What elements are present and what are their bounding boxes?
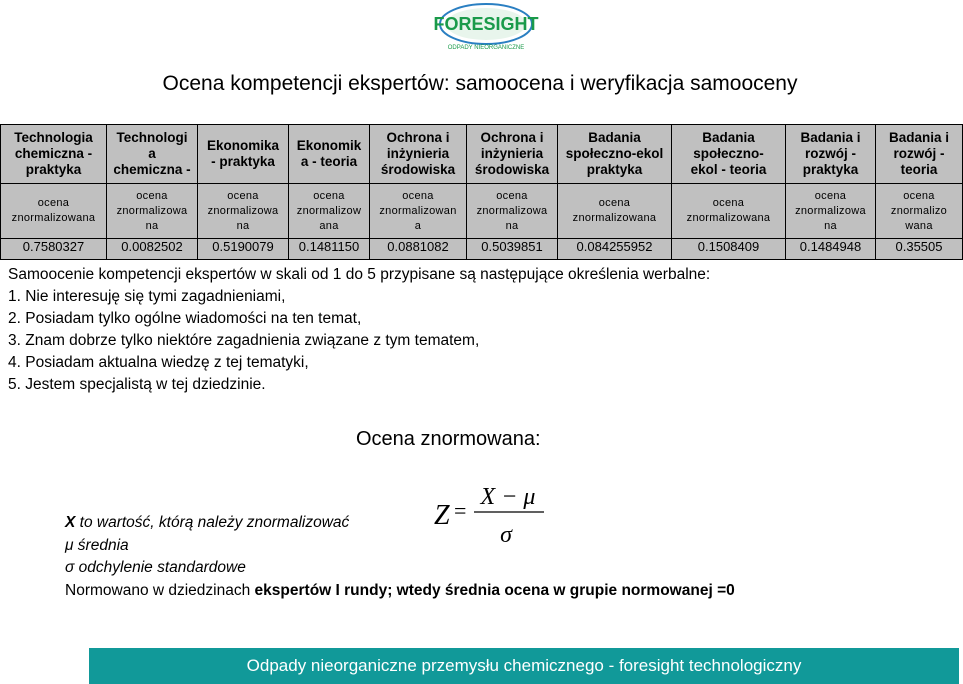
value-cell: 0.7580327: [1, 239, 107, 260]
page-title: Ocena kompetencji ekspertów: samoocena i weryfikacja samooceny: [162, 72, 798, 95]
legend-sigma: σ odchylenie standardowe: [65, 559, 246, 576]
header-cell: Badania społeczno-ekol praktyka: [558, 125, 672, 184]
subheader-cell: ocena znormalizowan a: [370, 184, 467, 239]
scale-description: [8, 264, 710, 396]
header-cell: Ochrona i inżynieria środowiska: [370, 125, 467, 184]
value-cell: 0.35505: [876, 239, 963, 260]
foresight-logo: [433, 2, 539, 52]
value-cell: 0.1508409: [672, 239, 786, 260]
header-cell: Badania i rozwój - teoria: [876, 125, 963, 184]
value-cell: 0.0881082: [370, 239, 467, 260]
description-item: 5. Jestem specjalistą w tej dziedzinie.: [8, 376, 266, 393]
description-item: 3. Znam dobrze tylko niektóre zagadnienia związane z tym tematem,: [8, 332, 480, 349]
subheader-cell: ocena znormalizowa na: [107, 184, 198, 239]
value-cell: 0.084255952: [558, 239, 672, 260]
subheader-cell: ocena znormalizowana: [1, 184, 107, 239]
subheader-cell: ocena znormalizo wana: [876, 184, 963, 239]
header-cell: Ochrona i inżynieria środowiska: [467, 125, 558, 184]
description-item: 2. Posiadam tylko ogólne wiadomości na ten temat,: [8, 310, 362, 327]
value-cell: 0.0082502: [107, 239, 198, 260]
footer-banner: Odpady nieorganiczne przemysłu chemicznego - foresight technologiczny: [89, 648, 959, 684]
value-cell: 0.1484948: [786, 239, 876, 260]
header-cell: Ekonomik a - teoria: [289, 125, 370, 184]
formula-legend: [65, 512, 735, 602]
value-cell: 0.5190079: [198, 239, 289, 260]
header-cell: Technologia chemiczna - praktyka: [1, 125, 107, 184]
subheader-cell: ocena znormalizowana: [558, 184, 672, 239]
competence-table: [0, 124, 960, 254]
header-cell: Badania i rozwój - praktyka: [786, 125, 876, 184]
normalized-score-heading: Ocena znormowana:: [356, 428, 541, 450]
subheader-cell: ocena znormalizowana: [672, 184, 786, 239]
formula-denominator: σ: [500, 522, 512, 548]
description-item: 4. Posiadam aktualna wiedzę z tej tematyki,: [8, 354, 309, 371]
formula-numerator: X − μ: [480, 484, 536, 510]
subheader-cell: ocena znormalizow ana: [289, 184, 370, 239]
header-cell: Ekonomika - praktyka: [198, 125, 289, 184]
logo-tagline: ODPADY NIEORGANICZNE: [447, 45, 525, 51]
value-cell: 0.1481150: [289, 239, 370, 260]
legend-x: X to wartość, którą należy znormalizować: [65, 514, 350, 531]
subheader-cell: ocena znormalizowa na: [467, 184, 558, 239]
logo-text: FORESIGHT: [433, 14, 539, 34]
legend-mu: μ średnia: [65, 536, 129, 554]
header-cell: Technologi a chemiczna -: [107, 125, 198, 184]
legend-normalization-note: Normowano w dziedzinach ekspertów I rundy; wtedy średnia ocena w grupie normowanej =0: [65, 581, 735, 599]
subheader-cell: ocena znormalizowa na: [786, 184, 876, 239]
value-cell: 0.5039851: [467, 239, 558, 260]
header-cell: Badania społeczno- ekol - teoria: [672, 125, 786, 184]
description-item: 1. Nie interesuję się tymi zagadnieniami,: [8, 288, 286, 305]
formula-equals: =: [454, 498, 467, 523]
description-intro: Samoocenie kompetencji ekspertów w skali od 1 do 5 przypisane są następujące określenia werbalne:: [8, 266, 711, 283]
formula-lhs: Z: [434, 500, 450, 531]
subheader-cell: ocena znormalizowa na: [198, 184, 289, 239]
